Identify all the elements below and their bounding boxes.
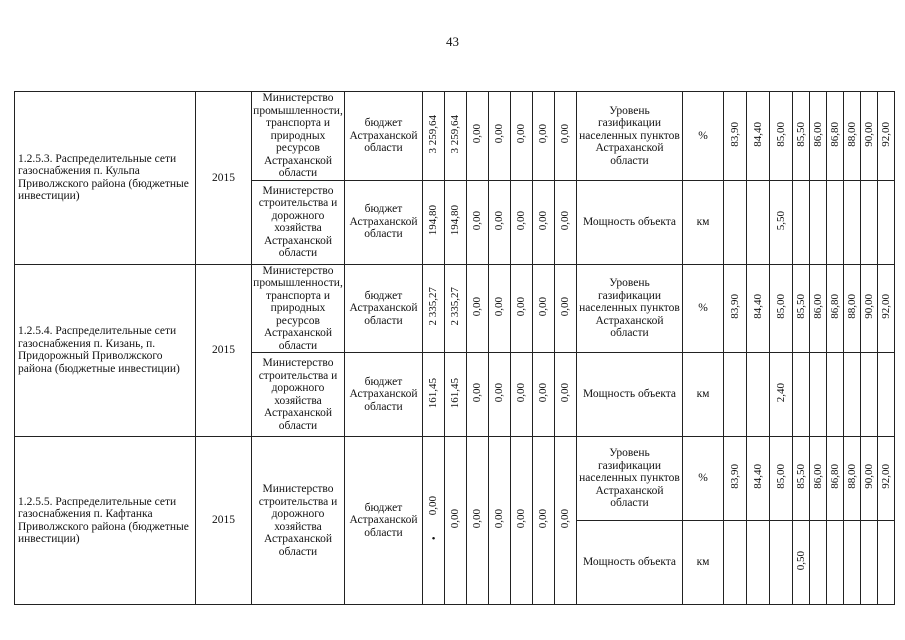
table-row <box>15 437 895 521</box>
indicator-value-cell <box>770 180 793 264</box>
amount-value-cell <box>423 180 445 264</box>
indicator-value-cell <box>827 180 844 264</box>
ministry-name: Министерство промышленности, транспорта и природных ресурсов Астраханской области <box>253 264 343 352</box>
amount-value: 161,45 <box>449 377 461 408</box>
indicator-value: 85,00 <box>774 464 787 490</box>
indicator-value: 85,50 <box>794 121 807 147</box>
ministry-name: Министерство строительства и дорожного хозяйства Астраханской области <box>252 180 345 264</box>
indicator-value: 86,80 <box>828 464 841 490</box>
amount-value: 0,00 <box>471 383 483 403</box>
amount-value: 0,00 <box>449 509 461 529</box>
indicator-value-cell <box>810 92 827 181</box>
indicator-value-cell <box>747 353 770 437</box>
amount-value: 0,00 <box>515 124 527 144</box>
indicator-value: 83,90 <box>728 464 741 490</box>
indicator-value-cell <box>793 180 810 264</box>
indicator-value: 86,00 <box>811 121 824 147</box>
budget-source: бюджет Астраханской области <box>345 353 423 437</box>
amount-value-cell <box>555 437 577 605</box>
amount-value: 0,00 <box>559 509 571 529</box>
indicator-name: Мощность объекта <box>577 180 683 264</box>
indicator-value-cell <box>724 353 747 437</box>
amount-value: 0,00 <box>559 296 571 317</box>
indicator-value-cell <box>793 264 810 353</box>
indicator-name: Мощность объекта <box>577 353 683 437</box>
program-year: 2015 <box>196 264 252 437</box>
indicator-unit: км <box>683 353 724 437</box>
program-table <box>14 91 895 605</box>
indicator-value-cell <box>878 521 895 605</box>
amount-value: 0,00 <box>537 210 549 230</box>
indicator-value: 85,50 <box>794 294 807 319</box>
amount-value: 0,00 <box>537 296 549 317</box>
indicator-value-cell <box>810 264 827 353</box>
indicator-value-cell <box>770 521 793 605</box>
indicator-value-cell <box>747 521 770 605</box>
indicator-value: 90,00 <box>862 464 875 490</box>
indicator-value: 83,90 <box>728 121 741 147</box>
amount-value: 0,00 <box>493 509 505 529</box>
amount-value-cell <box>467 92 489 181</box>
amount-value-cell <box>467 353 489 437</box>
indicator-value-cell <box>844 437 861 521</box>
indicator-value: 84,40 <box>751 121 764 147</box>
amount-value-cell <box>489 437 511 605</box>
indicator-value-cell <box>844 92 861 181</box>
indicator-value: 84,40 <box>751 464 764 490</box>
amount-value: 0,00 <box>515 383 527 403</box>
ministry-name: Министерство строительства и дорожного хозяйства Астраханской области <box>252 353 345 437</box>
indicator-value-cell <box>793 437 810 521</box>
indicator-value-cell <box>724 521 747 605</box>
indicator-value-cell <box>724 437 747 521</box>
indicator-value: 85,00 <box>774 294 787 319</box>
amount-value-cell <box>511 180 533 264</box>
indicator-value-cell <box>861 437 878 521</box>
amount-value: 0,00 <box>537 383 549 403</box>
indicator-name: Уровень газификации населенных пунктов Астраханской области <box>577 92 683 181</box>
indicator-value: 2,40 <box>774 383 787 403</box>
amount-value-cell <box>445 437 467 605</box>
indicator-value-cell <box>747 180 770 264</box>
indicator-value-cell <box>810 437 827 521</box>
table-row <box>15 264 895 353</box>
amount-value-cell <box>555 180 577 264</box>
indicator-value: 90,00 <box>862 121 875 147</box>
indicator-value-cell <box>827 264 844 353</box>
amount-value: 3 259,64 <box>427 114 439 154</box>
indicator-name: Уровень газификации населенных пунктов Астраханской области <box>577 264 683 353</box>
amount-value: 0,00 <box>471 509 483 529</box>
indicator-value-cell <box>810 521 827 605</box>
amount-value-cell <box>555 353 577 437</box>
indicator-value-cell <box>770 353 793 437</box>
amount-value-cell <box>445 264 467 353</box>
indicator-value-cell <box>770 264 793 353</box>
amount-value: 0,00 <box>515 296 527 317</box>
program-name: 1.2.5.4. Распределительные сети газоснабжения п. Кизань, п. Придорожный Приволжского района (бюджетные инвестиции) <box>15 264 196 437</box>
amount-value-cell <box>533 264 555 353</box>
indicator-value-cell <box>793 92 810 181</box>
indicator-value: 92,00 <box>879 464 892 490</box>
indicator-unit: % <box>683 92 724 181</box>
program-year: 2015 <box>196 92 252 265</box>
amount-value: 3 259,64 <box>449 114 461 154</box>
amount-value: 0,00 <box>493 124 505 144</box>
indicator-value-cell <box>810 353 827 437</box>
program-name: 1.2.5.3. Распределительные сети газоснабжения п. Кульпа Приволжского района (бюджетные инвестиции) <box>15 92 196 265</box>
indicator-value: 88,00 <box>845 464 858 490</box>
amount-value-cell <box>467 437 489 605</box>
indicator-value-cell <box>747 92 770 181</box>
program-year: 2015 <box>196 437 252 605</box>
indicator-value-cell <box>844 353 861 437</box>
ministry-name: Министерство строительства и дорожного хозяйства Астраханской области <box>252 437 345 605</box>
indicator-value-cell <box>844 180 861 264</box>
amount-value-cell <box>423 264 445 353</box>
indicator-value: 92,00 <box>879 121 892 147</box>
indicator-value-cell <box>861 521 878 605</box>
indicator-value-cell <box>861 353 878 437</box>
amount-value-cell <box>489 92 511 181</box>
indicator-value-cell <box>793 521 810 605</box>
indicator-value-cell <box>878 180 895 264</box>
program-name: 1.2.5.5. Распределительные сети газоснабжения п. Кафтанка Приволжского района (бюджетные инвестиции) <box>15 437 196 605</box>
indicator-unit: % <box>683 264 724 353</box>
amount-value: 0,00 <box>537 509 549 529</box>
ministry-name: Министерство промышленности, транспорта и природных ресурсов Астраханской области <box>253 92 343 179</box>
amount-value-cell <box>445 353 467 437</box>
amount-value-cell <box>489 180 511 264</box>
amount-value-cell <box>533 437 555 605</box>
amount-value: 2 335,27 <box>427 287 439 326</box>
indicator-value-cell <box>844 264 861 353</box>
amount-value-cell <box>555 264 577 353</box>
indicator-value: 90,00 <box>862 294 875 319</box>
amount-value-cell <box>445 92 467 181</box>
amount-value: 0,00 <box>493 383 505 403</box>
indicator-value: 86,80 <box>828 121 841 147</box>
amount-value: 0,00 <box>493 210 505 230</box>
amount-value-cell <box>511 437 533 605</box>
amount-value-cell <box>511 353 533 437</box>
indicator-value: 86,00 <box>811 464 824 490</box>
amount-value: 194,80 <box>427 205 439 236</box>
amount-value: 194,80 <box>449 205 461 236</box>
indicator-value-cell <box>861 180 878 264</box>
indicator-value: 92,00 <box>879 294 892 319</box>
amount-value-cell <box>423 92 445 181</box>
amount-value-cell <box>489 353 511 437</box>
amount-marker: • <box>431 532 436 545</box>
amount-value-cell <box>467 264 489 353</box>
indicator-value-cell <box>724 92 747 181</box>
amount-value-cell <box>445 180 467 264</box>
indicator-value: 88,00 <box>845 294 858 319</box>
indicator-name: Уровень газификации населенных пунктов Астраханской области <box>577 437 683 521</box>
amount-value-cell <box>555 92 577 181</box>
amount-value: 0,00 <box>515 509 527 529</box>
indicator-value-cell <box>827 353 844 437</box>
indicator-value: 88,00 <box>845 121 858 147</box>
indicator-value: 86,80 <box>828 294 841 319</box>
indicator-value-cell <box>827 521 844 605</box>
table-row <box>15 92 895 181</box>
amount-value: 0,00 <box>471 296 483 317</box>
indicator-name: Мощность объекта <box>577 521 683 605</box>
indicator-value: 86,00 <box>811 294 824 319</box>
amount-value-cell <box>511 92 533 181</box>
indicator-value-cell <box>810 180 827 264</box>
amount-value: 0,00 <box>515 210 527 230</box>
indicator-value-cell <box>878 353 895 437</box>
amount-value: 0,00 <box>427 495 439 516</box>
budget-source: бюджет Астраханской области <box>345 264 423 353</box>
indicator-value-cell <box>770 92 793 181</box>
amount-value-cell <box>423 437 445 605</box>
amount-value: 0,00 <box>559 383 571 403</box>
indicator-value-cell <box>747 264 770 353</box>
indicator-value: 85,00 <box>774 121 787 147</box>
indicator-value-cell <box>724 264 747 353</box>
indicator-value-cell <box>770 437 793 521</box>
budget-source: бюджет Астраханской области <box>345 92 423 181</box>
indicator-value-cell <box>878 92 895 181</box>
amount-value-cell <box>423 353 445 437</box>
indicator-unit: км <box>683 180 724 264</box>
indicator-value-cell <box>878 264 895 353</box>
amount-value-cell <box>511 264 533 353</box>
indicator-value: 0,50 <box>794 551 807 571</box>
budget-source: бюджет Астраханской области <box>345 437 423 605</box>
amount-value: 0,00 <box>493 296 505 317</box>
amount-value: 2 335,27 <box>449 287 461 326</box>
amount-value: 0,00 <box>537 124 549 144</box>
indicator-unit: % <box>683 437 724 521</box>
indicator-value-cell <box>827 92 844 181</box>
amount-value: 0,00 <box>471 124 483 144</box>
amount-value-cell <box>533 92 555 181</box>
amount-value-cell <box>533 180 555 264</box>
indicator-value: 84,40 <box>751 294 764 319</box>
amount-value: 161,45 <box>427 377 439 408</box>
indicator-value-cell <box>878 437 895 521</box>
indicator-value-cell <box>827 437 844 521</box>
indicator-value: 5,50 <box>774 210 787 230</box>
indicator-value-cell <box>724 180 747 264</box>
amount-value: 0,00 <box>471 210 483 230</box>
indicator-unit: км <box>683 521 724 605</box>
budget-source: бюджет Астраханской области <box>345 180 423 264</box>
indicator-value: 85,50 <box>794 464 807 490</box>
indicator-value-cell <box>861 264 878 353</box>
amount-value-cell <box>467 180 489 264</box>
indicator-value: 83,90 <box>728 294 741 319</box>
amount-value: 0,00 <box>559 210 571 230</box>
indicator-value-cell <box>844 521 861 605</box>
indicator-value-cell <box>861 92 878 181</box>
indicator-value-cell <box>793 353 810 437</box>
amount-value-cell <box>533 353 555 437</box>
amount-value: 0,00 <box>559 124 571 144</box>
page-number: 43 <box>446 34 459 49</box>
indicator-value-cell <box>747 437 770 521</box>
amount-value-cell <box>489 264 511 353</box>
